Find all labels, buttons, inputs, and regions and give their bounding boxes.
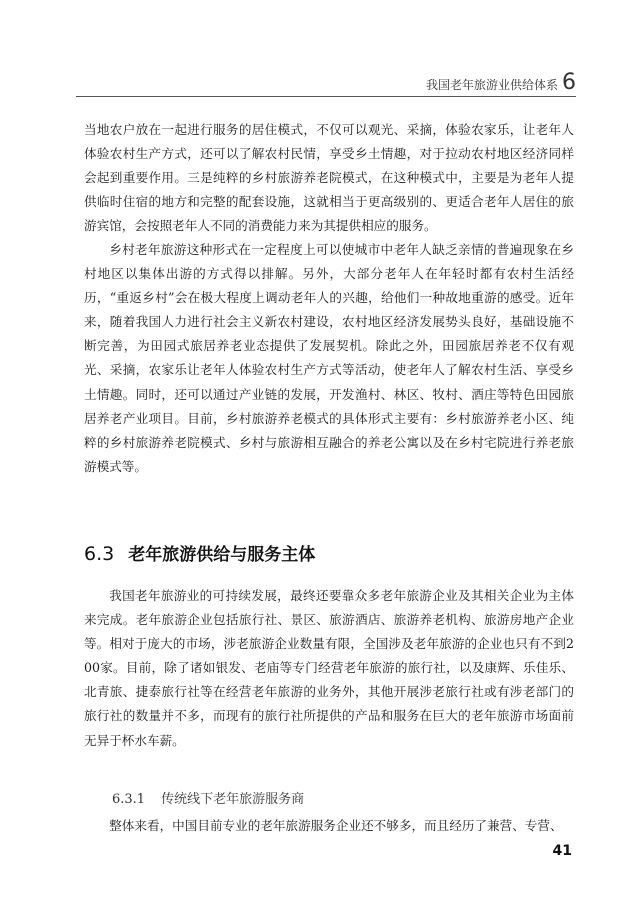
subsection-heading xyxy=(112,788,304,807)
paragraph-3: 我国老年旅游业的可持续发展，最终还要靠众多老年旅游企业及其相关企业为主体来完成。老年旅游企业包括旅行社、景区、旅游酒店、旅游养老机构、旅游房地产企业等。相对于庞大的市场，涉老旅游企业数量有限，全国涉及老年旅游的企业也只有不到200家。目前，除了诸如银发、老庙等专门经营老年旅游的旅行社，以及康辉、乐佳乐、北青旅、捷泰旅行社等在经营老年旅游的业务外，其他开展涉老旅行社或有涉老部门的旅行社的数量并不多，而现有的旅行社所提供的产品和服务在巨大的老年旅游市场面前无异于杯水车薪。 xyxy=(84,588,574,748)
paragraph-2: 乡村老年旅游这种形式在一定程度上可以使城市中老年人缺乏亲情的普遍现象在乡村地区以集体出游的方式得以排解。另外，大部分老年人在年轻时都有农村生活经历，“重返乡村”会在极大程度上调动老年人的兴趣，给他们一种故地重游的感受。近年来，随着我国人力进行社会主义新农村建设，农村地区经济发展势头良好，基础设施不断完善，为田园式旅居养老业态提供了发展契机。除此之外，田园旅居养老不仅有观光、采摘，农家乐让老年人体验农村生产方式等活动，使老年人了解农村生活、享受乡土情趣。同时，还可以通过产业链的发展，开发渔村、林区、牧村、酒庄等特色田园旅居养老产业项目。目前，乡村旅游养老模式的具体形式主要有：乡村旅游养老小区、纯粹的乡村旅游养老院模式、乡村与旅游相互融合的养老公寓以及在乡村宅院进行养老旅游模式等。 xyxy=(84,242,574,474)
running-header-title: 我国老年旅游业供给体系 xyxy=(425,78,558,92)
subsection-title: 传统线下老年旅游服务商 xyxy=(161,792,305,807)
section-title: 老年旅游供给与服务主体 xyxy=(128,545,316,565)
section-number: 6.3 xyxy=(84,543,115,565)
subsection-number: 6.3.1 xyxy=(112,792,146,807)
paragraph-1: 当地农户放在一起进行服务的居住模式，不仅可以观光、采摘，体验农家乐，让老年人体验农村生产方式，还可以了解农村民情，享受乡土情趣，对于拉动农村地区经济同样会起到重要作用。三是纯粹的乡村旅游养老院模式，在这种模式中，主要是为老年人提供临时住宿的地方和完整的配套设施，这就相当于更高级别的、更适合老年人居住的旅游宾馆，会按照老年人不同的消费能力来为其提供相应的服务。 xyxy=(84,122,574,234)
header-rule xyxy=(76,96,576,97)
running-header xyxy=(426,72,576,94)
page-number: 41 xyxy=(552,843,572,859)
section-heading xyxy=(84,540,315,565)
running-header-chapter-number: 6 xyxy=(562,70,576,95)
paragraph-4: 整体来看，中国目前专业的老年旅游服务企业还不够多，而且经历了兼营、专营、 xyxy=(109,818,563,833)
